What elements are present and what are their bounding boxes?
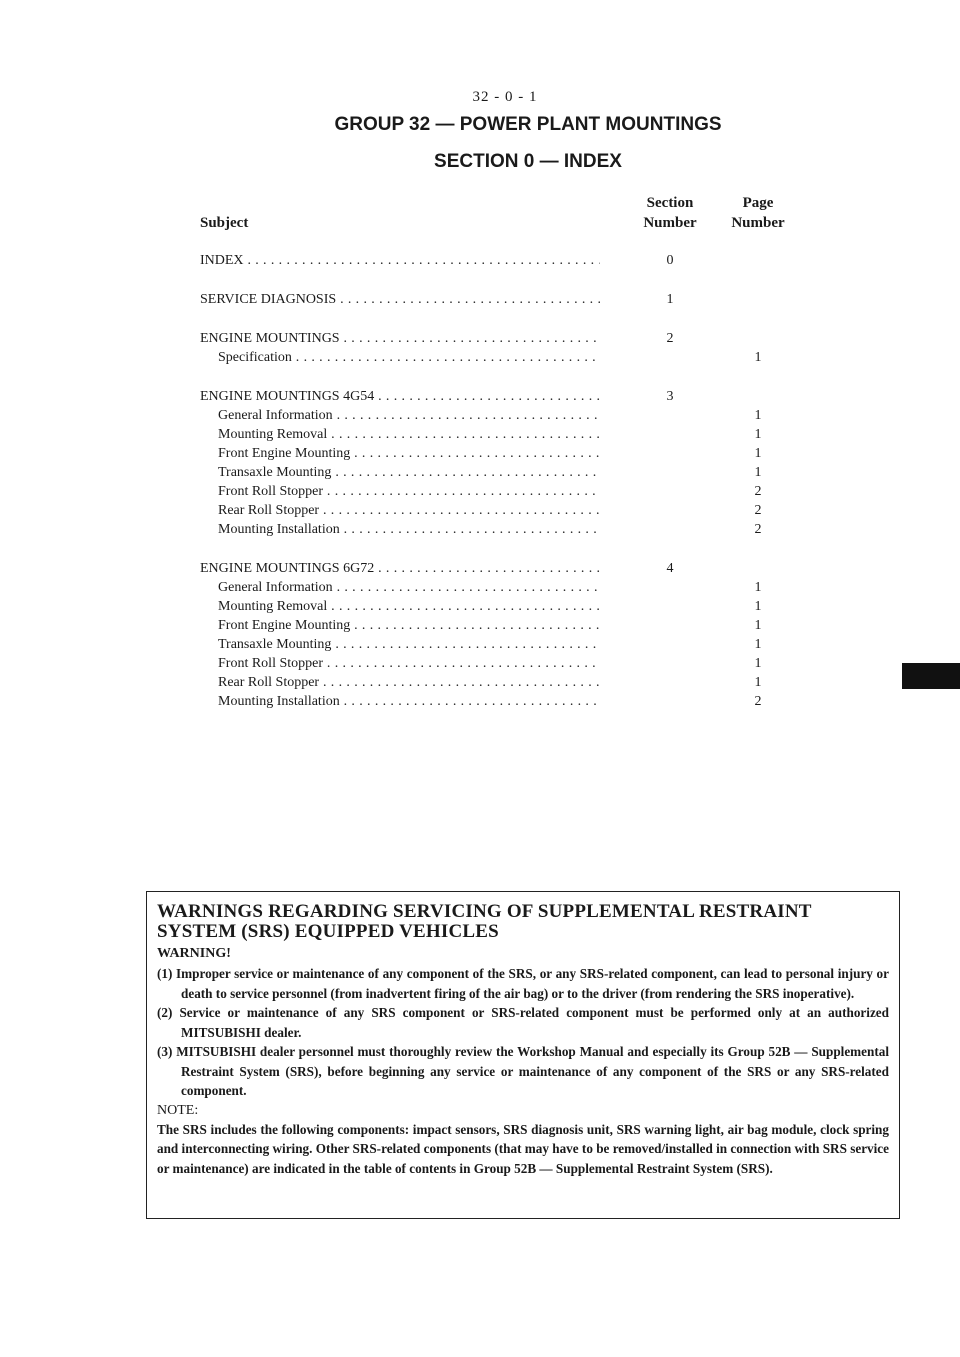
- column-header-page-number: [718, 193, 798, 233]
- toc-label: Rear Roll Stopper . . .: [218, 501, 600, 520]
- toc-label: Front Engine Mounting . . .: [218, 616, 600, 635]
- toc-row: [200, 654, 800, 673]
- toc-page: 1: [754, 427, 762, 442]
- toc-label: SERVICE DIAGNOSIS . . .: [200, 290, 600, 309]
- toc-row: [200, 251, 800, 270]
- warning-label: WARNING!: [157, 946, 231, 961]
- toc-section: 4: [666, 561, 674, 576]
- warning-item: (1) Improper service or maintenance of any component of the SRS, or any SRS-related component, can lead to personal injury or death to service personnel (from inadvertent firing of the air bag) or to the driver (from rendering the SRS inoperative).: [157, 966, 889, 1001]
- toc-row: [200, 692, 800, 711]
- group-title: GROUP 32 — POWER PLANT MOUNTINGS: [334, 114, 722, 135]
- toc-row: [200, 578, 800, 597]
- toc-page: 2: [754, 522, 762, 537]
- toc-page: 2: [754, 484, 762, 499]
- toc-row: [200, 635, 800, 654]
- toc-row: [200, 463, 800, 482]
- column-header-section-line2: Number: [643, 215, 697, 231]
- table-of-contents: [200, 251, 800, 711]
- section-tab-marker: [902, 663, 960, 689]
- section-title: SECTION 0 — INDEX: [434, 151, 622, 172]
- toc-page: 1: [754, 465, 762, 480]
- note-label: NOTE:: [157, 1102, 199, 1118]
- toc-row: [200, 520, 800, 539]
- toc-page: 1: [754, 408, 762, 423]
- toc-page: 1: [754, 675, 762, 690]
- srs-warning-box: [146, 891, 900, 1219]
- warning-item: (3) MITSUBISHI dealer personnel must thoroughly review the Workshop Manual and especially its Group 52B — Supplemental Restraint System (SRS), before beginning any service or maintenance of any component of the SRS or any SRS-related component.: [157, 1044, 889, 1098]
- toc-page: 1: [754, 656, 762, 671]
- toc-label: General Information . . .: [218, 406, 600, 425]
- warning-title: WARNINGS REGARDING SERVICING OF SUPPLEMENTAL RESTRAINT SYSTEM (SRS) EQUIPPED VEHICLES: [157, 901, 812, 942]
- toc-label: Front Roll Stopper . . .: [218, 482, 600, 501]
- column-header-subject: Subject: [200, 215, 249, 231]
- toc-section: 0: [666, 253, 674, 268]
- toc-section: 1: [666, 292, 674, 307]
- toc-page: 1: [754, 599, 762, 614]
- toc-row: [200, 597, 800, 616]
- toc-page: 1: [754, 350, 762, 365]
- toc-row: [200, 406, 800, 425]
- toc-row: [200, 348, 800, 367]
- toc-row: [200, 387, 800, 406]
- toc-row: [200, 616, 800, 635]
- toc-row: [200, 501, 800, 520]
- column-header-section-line1: Section: [646, 195, 694, 211]
- toc-row: [200, 559, 800, 578]
- warning-item: (2) Service or maintenance of any SRS component or SRS-related component must be performed only at an authorized MITSUBISHI dealer.: [157, 1005, 889, 1040]
- toc-label: Front Roll Stopper . . .: [218, 654, 600, 673]
- toc-row: [200, 444, 800, 463]
- toc-label: INDEX . . .: [200, 251, 600, 270]
- toc-label: General Information . . .: [218, 578, 600, 597]
- column-header-page-line2: Number: [731, 215, 785, 231]
- toc-page: 1: [754, 446, 762, 461]
- toc-label: Rear Roll Stopper . . .: [218, 673, 600, 692]
- toc-row: [200, 673, 800, 692]
- toc-label: Transaxle Mounting . . .: [218, 463, 600, 482]
- toc-row: [200, 482, 800, 501]
- note-text: The SRS includes the following components: impact sensors, SRS diagnosis unit, SRS warning light, air bag module, clock spring and interconnecting wiring. Other SRS-related components (that may have to be removed/installed in connection with SRS service or maintenance) are indicated in the table of contents in Group 52B — Supplemental Restraint System (SRS).: [157, 1121, 890, 1176]
- toc-label: Mounting Removal . . .: [218, 597, 600, 616]
- toc-section: 2: [666, 331, 674, 346]
- toc-page: 1: [754, 637, 762, 652]
- column-header-section-number: [630, 193, 710, 233]
- page-number: 32 - 0 - 1: [472, 89, 538, 105]
- toc-label: Transaxle Mounting . . .: [218, 635, 600, 654]
- toc-label: Mounting Installation . . .: [218, 692, 600, 711]
- toc-label: Mounting Installation . . .: [218, 520, 600, 539]
- toc-page: 1: [754, 618, 762, 633]
- toc-page: 1: [754, 580, 762, 595]
- toc-label: ENGINE MOUNTINGS 6G72 . . .: [200, 559, 600, 578]
- toc-label: ENGINE MOUNTINGS 4G54 . . .: [200, 387, 600, 406]
- toc-row: [200, 329, 800, 348]
- toc-label: Specification . . .: [218, 348, 600, 367]
- toc-row: [200, 425, 800, 444]
- column-header-page-line1: Page: [742, 195, 774, 211]
- toc-label: ENGINE MOUNTINGS . . .: [200, 329, 600, 348]
- toc-page: 2: [754, 694, 762, 709]
- toc-page: 2: [754, 503, 762, 518]
- toc-label: Mounting Removal . . .: [218, 425, 600, 444]
- toc-section: 3: [666, 389, 674, 404]
- toc-row: [200, 290, 800, 309]
- toc-label: Front Engine Mounting . . .: [218, 444, 600, 463]
